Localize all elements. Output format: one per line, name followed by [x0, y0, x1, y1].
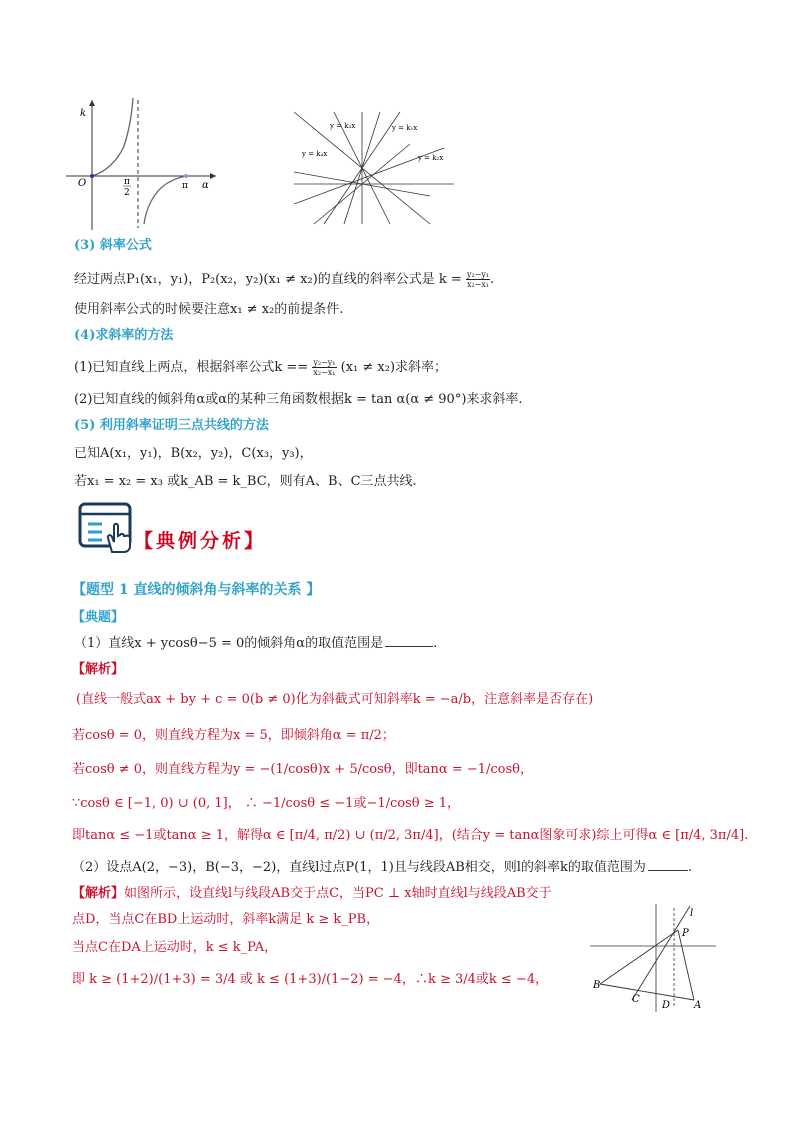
sec3-line2: 使用斜率公式的时候要注意x₁ ≠ x₂的前提条件.	[74, 302, 344, 317]
line-l-label: l	[690, 908, 694, 919]
section-3-heading: (3) 斜率公式	[74, 238, 152, 253]
sec3-frac-num: y₂−y₁	[466, 270, 490, 279]
section-4-heading: (4)求斜率的方法	[74, 328, 174, 343]
q2-text: （2）设点A(2，−3)，B(−3，−2)，直线l过点P(1，1)且与线段AB相交，则l的斜率k的取值范围为 .	[72, 860, 692, 875]
solution-tag: 【解析】	[72, 662, 125, 677]
sec4-item1	[74, 358, 447, 378]
sec4-item1-pre: (1)已知直线上两点，根据斜率公式k ==	[74, 360, 309, 375]
line-k3-label: y = k₃x	[330, 122, 356, 130]
line-k4-label: y = k₄x	[302, 150, 328, 158]
solution2-tag: 【解析】	[72, 886, 125, 901]
line-segment-figure	[590, 902, 720, 1014]
alpha-axis-label: α	[202, 180, 209, 191]
banner-title: 【典例分析】	[134, 530, 267, 552]
s1-text: (直线一般式ax + by + c = 0(b ≠ 0)化为斜截式可知斜率k = −a/b，注意斜率是否存在)	[76, 692, 594, 707]
half-pi-num: π	[124, 177, 130, 187]
sec4-frac-num: y₂−y₁	[313, 358, 336, 367]
question-tag: 【典题】	[72, 610, 125, 625]
q1-stem: （1）直线x + ycosθ−5 = 0的倾斜角α的取值范围是	[74, 636, 384, 651]
pi-label: π	[182, 181, 188, 191]
sec4-frac-den: x₂−x₁	[313, 368, 336, 377]
sec5-line2: 若x₁ = x₂ = x₃ 或k_AB = k_BC，则有A、B、C三点共线.	[74, 474, 417, 489]
s2-text: 若cosθ = 0，则直线方程为x = 5，即倾斜角α = π/2；	[72, 728, 395, 743]
point-P-label: P	[682, 928, 689, 939]
s9-text: 即 k ≥ (1+2)/(1+3) = 3/4 或 k ≤ (1+3)/(1−2) = −4，∴k ≥ 3/4或k ≤ −4，	[72, 972, 549, 987]
point-A-label: A	[694, 1000, 702, 1011]
s3-text: 若cosθ ≠ 0，则直线方程为y = −(1/cosθ)x + 5/cosθ，即tanα = −1/cosθ，	[72, 762, 534, 777]
s6-line	[72, 884, 552, 904]
q1-answer-blank	[385, 634, 433, 647]
s4-text: ∵cosθ ∈ [−1, 0) ∪ (0, 1]， ∴ −1/cosθ ≤ −1或−1/cosθ ≥ 1，	[72, 796, 461, 811]
point-D-label: D	[662, 1000, 671, 1011]
k-axis-label: k	[80, 108, 87, 119]
half-pi-den: 2	[124, 188, 130, 198]
section-5-heading: (5) 利用斜率证明三点共线的方法	[74, 418, 269, 433]
s7-text: 点D，当点C在BD上运动时，斜率k满足 k ≥ k_PB，	[72, 912, 380, 927]
sec3-line1-text: 经过两点P₁(x₁，y₁)，P₂(x₂，y₂)(x₁ ≠ x₂)的直线的斜率公式是 k =	[74, 272, 462, 287]
sec4-item1-post: (x₁ ≠ x₂)求斜率；	[340, 360, 448, 375]
point-B-label: B	[593, 980, 601, 991]
s5-text: 即tanα ≤ −1或tanα ≥ 1，解得α ∈ [π/4, π/2) ∪ (π/2, 3π/4]，(结合y = tanα图象可求)综上可得α ∈ [π/4, 3π/4].	[72, 828, 749, 843]
s8-text: 当点C在DA上运动时，k ≤ k_PA，	[72, 940, 278, 955]
tangent-graph-figure	[66, 96, 226, 230]
q1-text: （1）直线x + ycosθ−5 = 0的倾斜角α的取值范围是 .	[74, 636, 438, 651]
slope-lines-figure	[294, 108, 458, 226]
type1-title: 【题型 1 直线的倾斜角与斜率的关系 】	[72, 582, 321, 598]
sec4-item2: (2)已知直线的倾斜角α或α的某种三角函数根据k = tan α(α ≠ 90°)来求斜率.	[74, 392, 523, 407]
s6-text: 如图所示，设直线l与线段AB交于点C，当PC ⊥ x轴时直线l与线段AB交于	[124, 886, 552, 901]
sec3-frac-den: x₂−x₁	[466, 280, 490, 289]
origin-label: O	[78, 178, 87, 189]
line-k2-label: y = k₂x	[418, 154, 444, 162]
sec3-line1: 经过两点P₁(x₁，y₁)，P₂(x₂，y₂)(x₁ ≠ x₂)的直线的斜率公式是 k = $\frac{\text{y₂−y₁}}{\text{x₂−x₁}}$ .	[74, 270, 495, 289]
q2-stem: （2）设点A(2，−3)，B(−3，−2)，直线l过点P(1，1)且与线段AB相交，则l的斜率k的取值范围为	[72, 860, 646, 875]
q2-answer-blank	[648, 858, 688, 871]
line-k1-label: y = k₁x	[392, 124, 418, 132]
sec5-line1: 已知A(x₁，y₁)，B(x₂，y₂)，C(x₃，y₃)，	[74, 446, 313, 461]
point-C-label: C	[632, 994, 640, 1005]
hand-click-icon	[78, 502, 134, 554]
